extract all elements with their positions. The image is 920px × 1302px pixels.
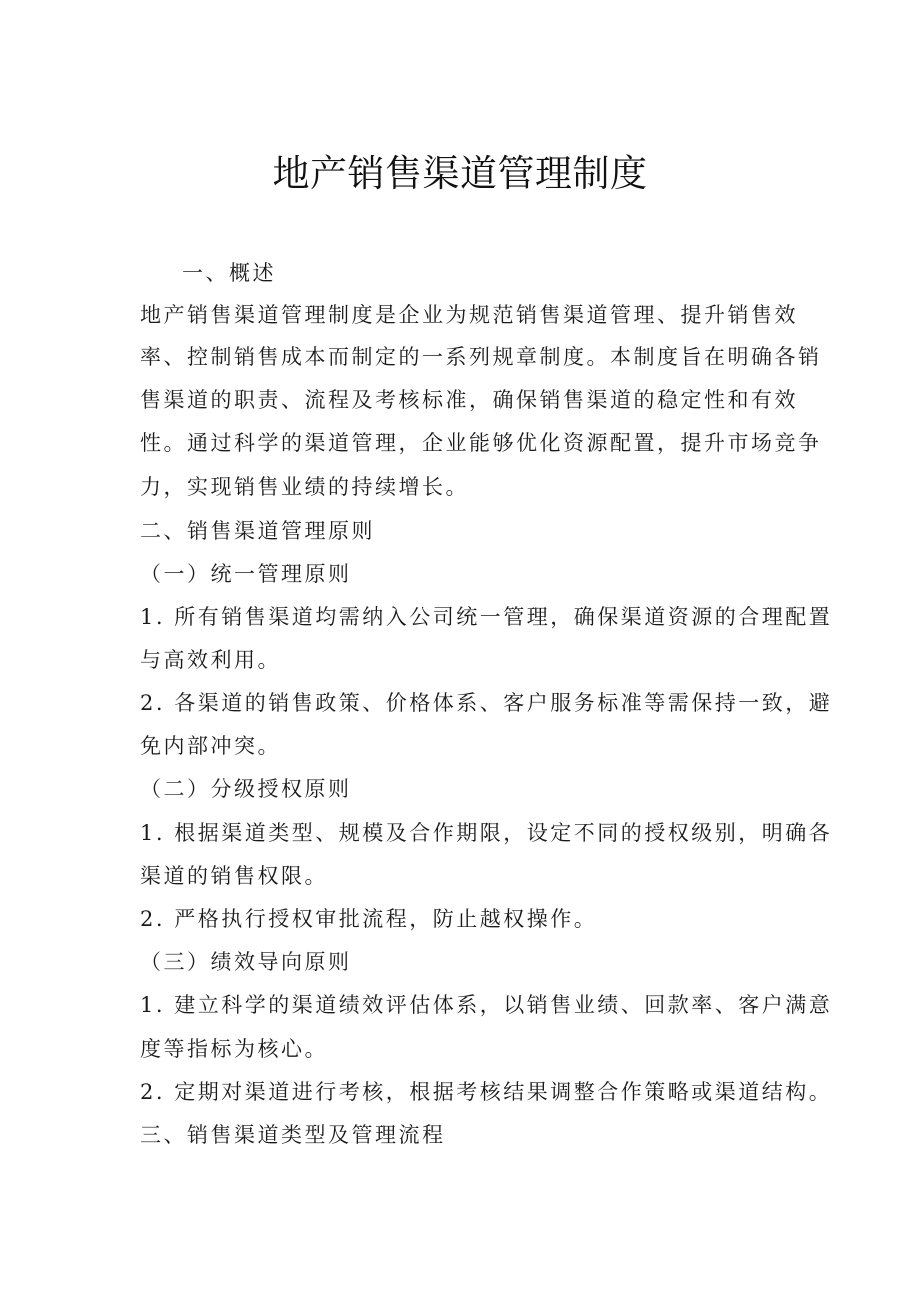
- list-item-line: 免内部冲突。: [140, 734, 281, 758]
- list-item-line: 渠道的销售权限。: [140, 864, 328, 888]
- list-item-line: 1. 根据渠道类型、规模及合作期限，设定不同的授权级别，明确各: [140, 821, 833, 845]
- list-item-line: 度等指标为核心。: [140, 1037, 328, 1061]
- section-heading-principles: 二、销售渠道管理原则: [140, 519, 375, 543]
- section-heading-overview: 一、概述: [182, 261, 276, 285]
- subsection-heading-unified: （一）统一管理原则: [140, 562, 352, 586]
- document-title: 地产销售渠道管理制度: [272, 152, 648, 195]
- paragraph-line: 率、控制销售成本而制定的一系列规章制度。本制度旨在明确各销: [140, 345, 822, 369]
- list-item-line: 2. 严格执行授权审批流程，防止越权操作。: [140, 907, 598, 931]
- subsection-heading-performance: （三）绩效导向原则: [140, 950, 352, 974]
- list-item-line: 2. 定期对渠道进行考核，根据考核结果调整合作策略或渠道结构。: [140, 1080, 833, 1104]
- list-item-line: 1. 建立科学的渠道绩效评估体系，以销售业绩、回款率、客户满意: [140, 993, 833, 1017]
- paragraph-line: 售渠道的职责、流程及考核标准，确保销售渠道的稳定性和有效: [140, 388, 798, 412]
- paragraph-line: 力，实现销售业绩的持续增长。: [140, 475, 469, 499]
- list-item-line: 1. 所有销售渠道均需纳入公司统一管理，确保渠道资源的合理配置: [140, 605, 833, 629]
- paragraph-line: 地产销售渠道管理制度是企业为规范销售渠道管理、提升销售效: [140, 303, 798, 327]
- paragraph-line: 性。通过科学的渠道管理，企业能够优化资源配置，提升市场竞争: [140, 431, 822, 455]
- list-item-line: 2. 各渠道的销售政策、价格体系、客户服务标准等需保持一致，避: [140, 691, 833, 715]
- subsection-heading-authorization: （二）分级授权原则: [140, 777, 352, 801]
- list-item-line: 与高效利用。: [140, 648, 281, 672]
- section-heading-channel-types: 三、销售渠道类型及管理流程: [140, 1123, 446, 1147]
